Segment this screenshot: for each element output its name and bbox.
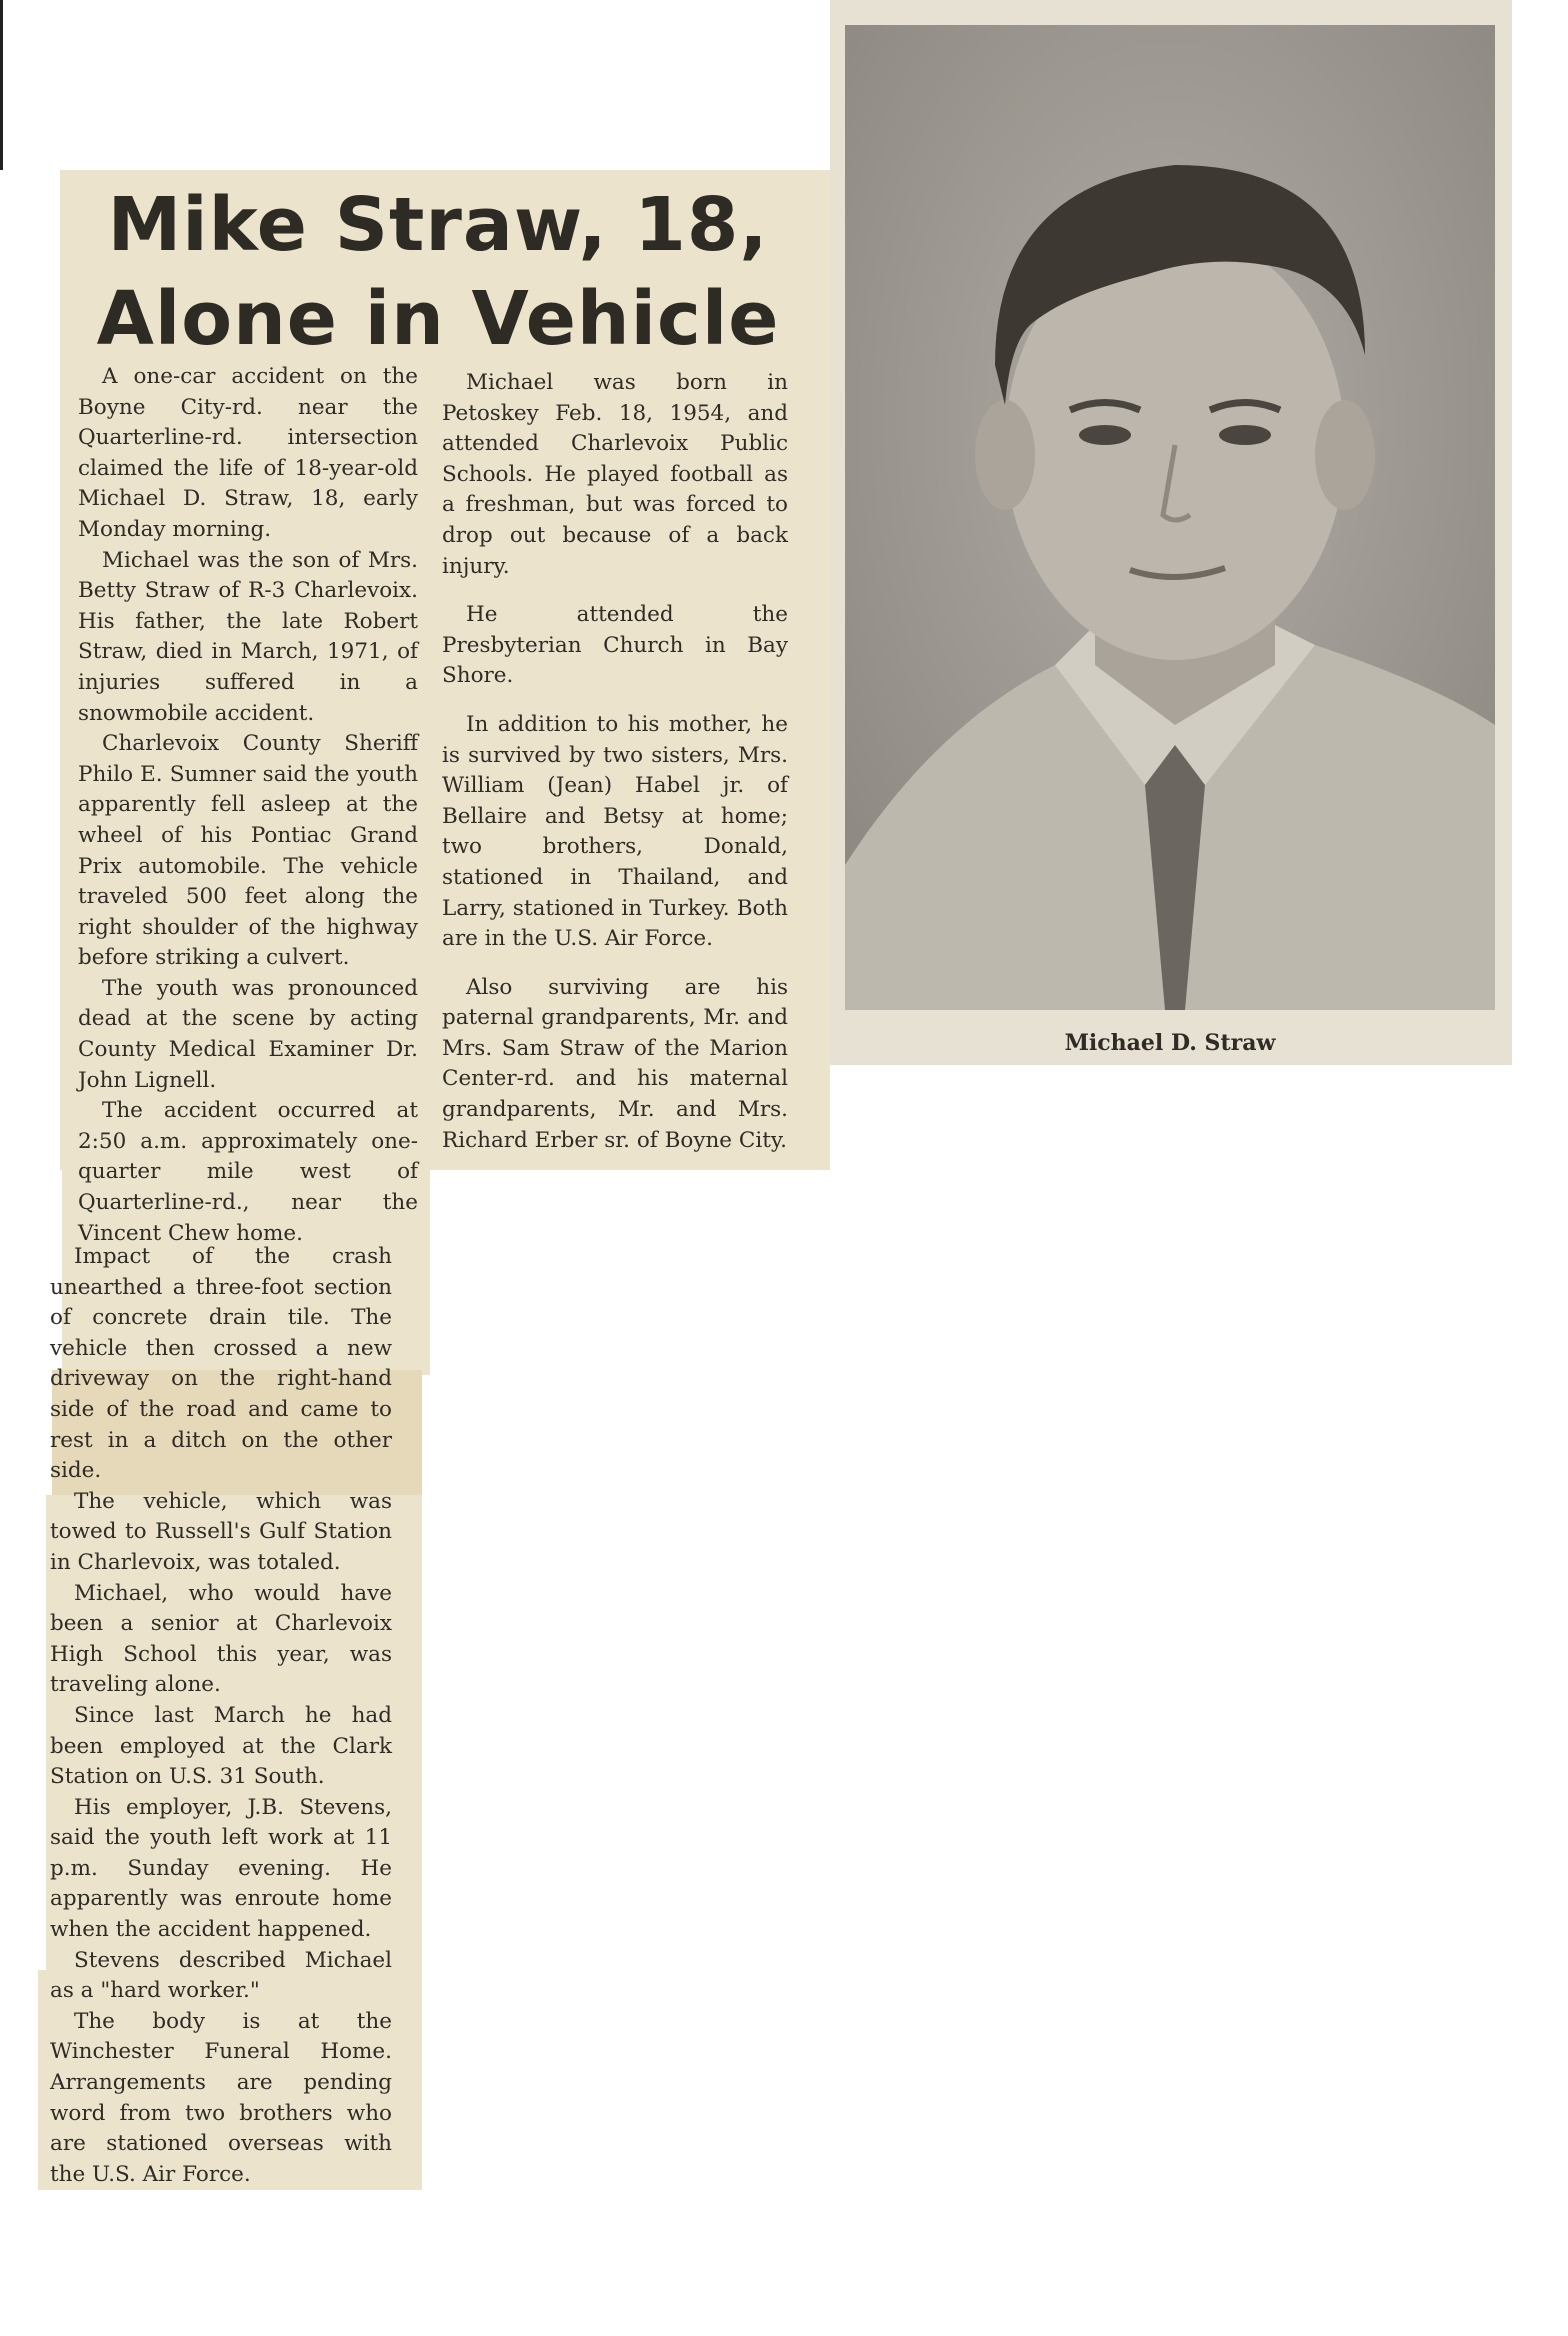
paragraph: The body is at the Winchester Funeral Home. Arrangements are pending word from two brothers who are stationed overseas with the U.S. Air Force. [50, 2008, 392, 2187]
portrait-image [845, 25, 1495, 1010]
paragraph: He attended the Presbyterian Church in Bay Shore. [442, 602, 788, 689]
article-column-1-continued [50, 1242, 392, 2190]
paragraph: His employer, J.B. Stevens, said the youth left work at 11 p.m. Sunday evening. He apparently was enroute home when the accident happened. [50, 1794, 392, 1943]
paragraph: Michael, who would have been a senior at Charlevoix High School this year, was traveling alone. [50, 1580, 392, 1698]
paragraph: Since last March he had been employed at the Clark Station on U.S. 31 South. [50, 1702, 392, 1790]
paragraph: Stevens described Michael as a "hard worker." [50, 1947, 392, 2004]
paragraph: Impact of the crash unearthed a three-foot section of concrete drain tile. The vehicle then crossed a new driveway on the right-hand side of the road and came to rest in a ditch on the other side. [50, 1244, 392, 1484]
paragraph: Michael was the son of Mrs. Betty Straw of R-3 Charlevoix. His father, the late Robert Straw, died in March, 1971, of injuries suffered in a snowmobile accident. [78, 547, 418, 726]
portrait-photo [845, 25, 1495, 1010]
paragraph: In addition to his mother, he is survived by two sisters, Mrs. William (Jean) Habel jr. of Bellaire and Betsy at home; two brothers, Donald, stationed in Thailand, and Larry, stationed in Turkey. Both are in the U.S. Air Force. [442, 711, 788, 952]
paragraph: The vehicle, which was towed to Russell's Gulf Station in Charlevoix, was totaled. [50, 1488, 392, 1575]
headline-line-1: Mike Straw, 18, [107, 182, 769, 268]
paragraph: The accident occurred at 2:50 a.m. approximately one-quarter mile west of Quarterline-rd., near the Vincent Chew home. [78, 1098, 418, 1246]
paragraph: Michael was born in Petoskey Feb. 18, 1954, and attended Charlevoix Public Schools. He played football as a freshman, but was forced to drop out because of a back injury. [442, 370, 788, 579]
photo-caption: Michael D. Straw [1064, 1030, 1276, 1056]
article-column-2 [442, 368, 788, 1156]
scan-edge-strip [0, 0, 3, 170]
paragraph: The youth was pronounced dead at the scene by acting County Medical Examiner Dr. John Lignell. [78, 975, 418, 1093]
paragraph: Also surviving are his paternal grandparents, Mr. and Mrs. Sam Straw of the Marion Center-rd. and his maternal grandparents, Mr. and Mrs. Richard Erber sr. of Boyne City. [442, 974, 788, 1153]
paragraph: A one-car accident on the Boyne City-rd. near the Quarterline-rd. intersection claimed the life of 18-year-old Michael D. Straw, 18, early Monday morning. [78, 364, 418, 542]
article-column-1 [78, 362, 418, 1249]
headline-line-2: Alone in Vehicle [96, 276, 780, 362]
headline [78, 178, 798, 366]
paragraph: Charlevoix County Sheriff Philo E. Sumner said the youth apparently fell asleep at the wheel of his Pontiac Grand Prix automobile. The vehicle traveled 500 feet along the right shoulder of the highway before striking a culvert. [78, 731, 418, 971]
